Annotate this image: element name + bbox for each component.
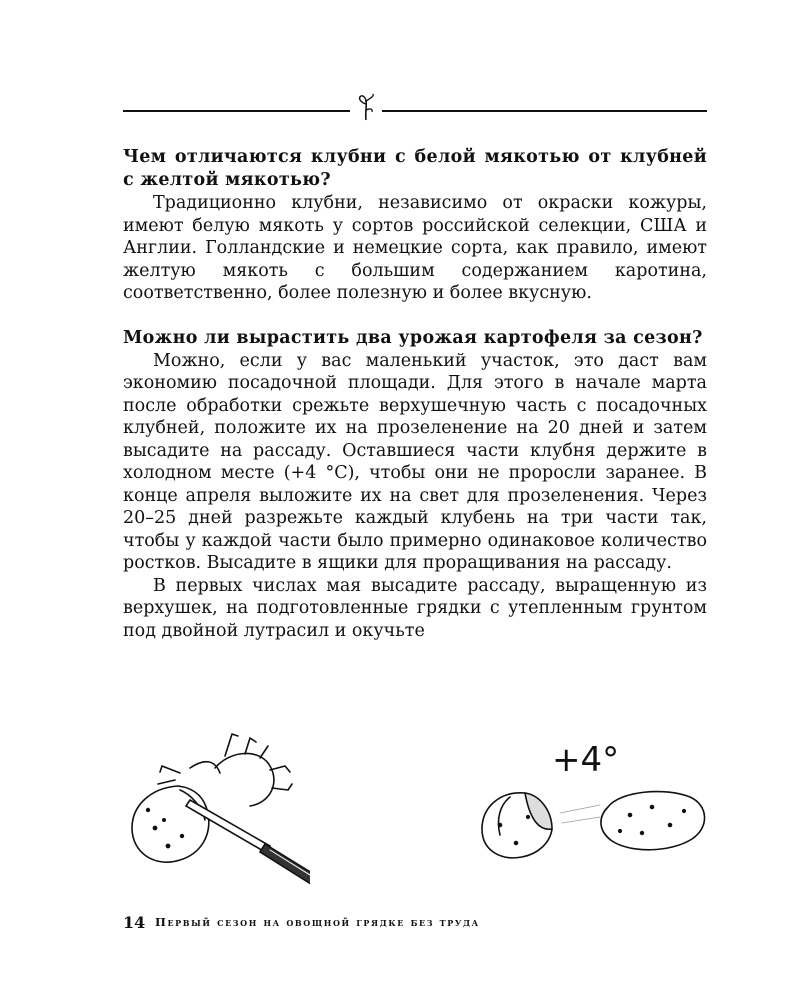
- paragraph: Традиционно клубни, независимо от окраски кожуры, имеют белую мякоть у сортов российской селекции, США и Англии. Голландские и немецкие сорта, как правило, имеют желтую мякоть с большим содержанием каротина, соответственно, более полезную и более вкусную.: [123, 193, 707, 303]
- page-number: 14: [123, 913, 146, 932]
- question-heading: Можно ли вырастить два урожая картофеля за сезон?: [123, 327, 703, 348]
- page-footer: [123, 913, 707, 933]
- paragraph: Можно, если у вас маленький участок, это даст вам экономию посадочной площади. Для этого в начале марта после обработки срежьте верхушечную часть с посадочных клубней, положите их на прозеленение на 20 дней и затем высадите на рассаду. Оставшиеся части клубня держите в холодном месте (+4 °С), чтобы они не проросли заранее. В конце апреля выложите их на свет для прозеленения. Через 20–25 дней разрежьте каждый клубень на три части так, чтобы у каждой части было примерно одинаковое количество ростков. Высадите в ящики для проращивания на рассаду.: [123, 350, 707, 573]
- main-text: [123, 146, 707, 642]
- temperature-label: +4°: [552, 740, 620, 780]
- top-rule: [123, 110, 707, 112]
- paragraph: В первых числах мая высадите рассаду, выращенную из верхушек, на подготовленные грядки с утепленным грунтом под двойной лутрасил и окучьте: [123, 575, 707, 641]
- running-title: Первый сезон на овощной грядке без труда: [155, 915, 480, 929]
- tuber-cutting-illustration: [120, 728, 310, 888]
- sprout-ornament-icon: [350, 92, 382, 122]
- question-heading: Чем отличаются клубни с белой мякотью от клубней с желтой мякотью?: [123, 147, 707, 190]
- cold-storage-illustration: [470, 735, 720, 865]
